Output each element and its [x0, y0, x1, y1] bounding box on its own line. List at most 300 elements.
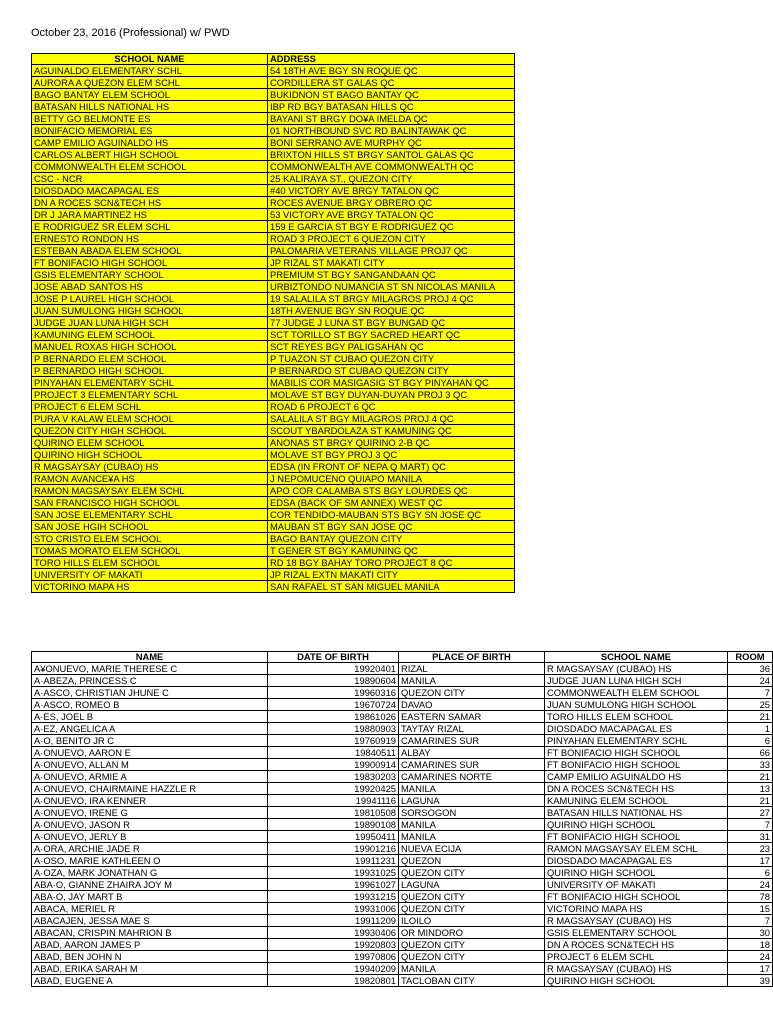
address-cell: SCT REYES BGY PALIGSAHAN QC [268, 341, 515, 353]
table-row [32, 65, 515, 77]
name-cell: A·ABEZA, PRINCESS C [32, 675, 268, 687]
room-cell: 1 [728, 723, 773, 735]
school-name-cell: GSIS ELEMENTARY SCHOOL [545, 927, 728, 939]
table-row [32, 149, 515, 161]
name-cell: A·ONUEVO, ARMIE A [32, 771, 268, 783]
school-name-cell: DR J JARA MARTINEZ HS [32, 209, 268, 221]
name-cell: ABA·O, GIANNE ZHAIRA JOY M [32, 879, 268, 891]
table-row [32, 413, 515, 425]
table-row [32, 137, 515, 149]
school-name-cell: R MAGSAYSAY (CUBAO) HS [32, 461, 268, 473]
school-name-cell: ESTEBAN ABADA ELEM SCHOOL [32, 245, 268, 257]
room-cell: 66 [728, 747, 773, 759]
address-cell: SCT TORILLO ST BGY SACRED HEART QC [268, 329, 515, 341]
name-cell: A·ORA, ARCHIE JADE R [32, 843, 268, 855]
school-name-cell: P BERNARDO ELEM SCHOOL [32, 353, 268, 365]
address-cell: CORDILLERA ST GALAS QC [268, 77, 515, 89]
school-name-cell: GSIS ELEMENTARY SCHOOL [32, 269, 268, 281]
school-name-cell: JUAN SUMULONG HIGH SCHOOL [545, 699, 728, 711]
place-of-birth-cell: LAGUNA [399, 879, 545, 891]
place-of-birth-cell: QUEZON CITY [399, 891, 545, 903]
column-header-school-name: SCHOOL NAME [545, 652, 728, 663]
school-name-cell: R MAGSAYSAY (CUBAO) HS [545, 915, 728, 927]
place-of-birth-cell: OR MINDORO [399, 927, 545, 939]
place-of-birth-cell: QUEZON CITY [399, 867, 545, 879]
room-cell: 21 [728, 795, 773, 807]
date-of-birth-cell: 19861026 [268, 711, 399, 723]
table-row [32, 723, 773, 735]
table-row [32, 533, 515, 545]
address-cell: URBIZTONDO NUMANCIA ST SN NICOLAS MANILA [268, 281, 515, 293]
school-name-cell: SAN JOSE HGIH SCHOOL [32, 521, 268, 533]
school-name-cell: FT BONIFACIO HIGH SCHOOL [545, 747, 728, 759]
table-row [32, 305, 515, 317]
school-name-cell: FT BONIFACIO HIGH SCHOOL [545, 891, 728, 903]
table-row [32, 747, 773, 759]
address-cell: ANONAS ST BRGY QUIRINO 2-B QC [268, 437, 515, 449]
name-cell: A·ONUEVO, IRA KENNER [32, 795, 268, 807]
school-name-cell: AGUINALDO ELEMENTARY SCHL [32, 65, 268, 77]
address-cell: MOLAVE ST BGY DUYAN-DUYAN PROJ 3 QC [268, 389, 515, 401]
date-of-birth-cell: 19920425 [268, 783, 399, 795]
table-row [32, 125, 515, 137]
table-row [32, 521, 515, 533]
address-cell: PALOMARIA VETERANS VILLAGE PROJ7 QC [268, 245, 515, 257]
date-of-birth-cell: 19911209 [268, 915, 399, 927]
room-cell: 6 [728, 867, 773, 879]
table-row [32, 101, 515, 113]
column-header-name: NAME [32, 652, 268, 663]
table-row [32, 461, 515, 473]
school-name-cell: P BERNARDO HIGH SCHOOL [32, 365, 268, 377]
address-cell: BRIXTON HILLS ST BRGY SANTOL GALAS QC [268, 149, 515, 161]
date-of-birth-cell: 19931025 [268, 867, 399, 879]
school-name-cell: SAN JOSE ELEMENTARY SCHL [32, 509, 268, 521]
address-cell: PREMIUM ST BGY SANGANDAAN QC [268, 269, 515, 281]
address-cell: J NEPOMUCENO QUIAPO MANILA [268, 473, 515, 485]
school-name-cell: PINYAHAN ELEMENTARY SCHL [32, 377, 268, 389]
table-header-row [32, 54, 515, 65]
school-name-cell: VICTORINO MAPA HS [545, 903, 728, 915]
school-name-cell: RAMON MAGSAYSAY ELEM SCHL [32, 485, 268, 497]
school-name-cell: BATASAN HILLS NATIONAL HS [545, 807, 728, 819]
place-of-birth-cell: TACLOBAN CITY [399, 975, 545, 987]
table-row [32, 401, 515, 413]
room-cell: 17 [728, 963, 773, 975]
table-row [32, 891, 773, 903]
address-cell: 77 JUDGE J LUNA ST BGY BUNGAD QC [268, 317, 515, 329]
table-row [32, 915, 773, 927]
table-row [32, 341, 515, 353]
place-of-birth-cell: MANILA [399, 675, 545, 687]
school-name-cell: E RODRIGUEZ SR ELEM SCHL [32, 221, 268, 233]
table-row [32, 569, 515, 581]
room-cell: 30 [728, 927, 773, 939]
name-cell: ABACAN, CRISPIN MAHRION B [32, 927, 268, 939]
date-of-birth-cell: 19940209 [268, 963, 399, 975]
room-cell: 39 [728, 975, 773, 987]
table-row [32, 545, 515, 557]
name-cell: ABAD, BEN JOHN N [32, 951, 268, 963]
column-header-date-of-birth: DATE OF BIRTH [268, 652, 399, 663]
school-name-cell: FT BONIFACIO HIGH SCHOOL [32, 257, 268, 269]
date-of-birth-cell: 19960316 [268, 687, 399, 699]
table-row [32, 975, 773, 987]
name-cell: ABACA, MERIEL R [32, 903, 268, 915]
table-row [32, 759, 773, 771]
name-cell: A·O, BENITO JR C [32, 735, 268, 747]
name-cell: ABAD, ERIKA SARAH M [32, 963, 268, 975]
school-name-cell: BAGO BANTAY ELEM SCHOOL [32, 89, 268, 101]
table-row [32, 771, 773, 783]
date-of-birth-cell: 19901216 [268, 843, 399, 855]
table-row [32, 663, 773, 675]
table-row [32, 425, 515, 437]
school-name-cell: FT BONIFACIO HIGH SCHOOL [545, 759, 728, 771]
table-row [32, 807, 773, 819]
school-name-cell: PINYAHAN ELEMENTARY SCHL [545, 735, 728, 747]
place-of-birth-cell: TAYTAY RIZAL [399, 723, 545, 735]
date-of-birth-cell: 19931215 [268, 891, 399, 903]
address-cell: MAUBAN ST BGY SAN JOSE QC [268, 521, 515, 533]
name-cell: ABAD, EUGENE A [32, 975, 268, 987]
table-row [32, 113, 515, 125]
place-of-birth-cell: ILOILO [399, 915, 545, 927]
table-row [32, 281, 515, 293]
address-cell: ROAD 6 PROJECT 6 QC [268, 401, 515, 413]
room-cell: 7 [728, 687, 773, 699]
school-name-cell: KAMUNING ELEM SCHOOL [32, 329, 268, 341]
school-name-cell: JOSE ABAD SANTOS HS [32, 281, 268, 293]
school-name-cell: BONIFACIO MEMORIAL ES [32, 125, 268, 137]
school-name-cell: QUIRINO HIGH SCHOOL [32, 449, 268, 461]
school-name-cell: CAMP EMILIO AGUINALDO HS [545, 771, 728, 783]
table-row [32, 221, 515, 233]
place-of-birth-cell: QUEZON [399, 855, 545, 867]
room-cell: 23 [728, 843, 773, 855]
address-cell: BAGO BANTAY QUEZON CITY [268, 533, 515, 545]
place-of-birth-cell: CAMARINES SUR [399, 735, 545, 747]
school-name-cell: DN A ROCES SCN&TECH HS [545, 939, 728, 951]
address-cell: 159 E GARCIA ST BGY E RODRIGUEZ QC [268, 221, 515, 233]
address-cell: COMMONWEALTH AVE COMMONWEALTH QC [268, 161, 515, 173]
date-of-birth-cell: 19880903 [268, 723, 399, 735]
date-of-birth-cell: 19760919 [268, 735, 399, 747]
address-cell: MOLAVE ST BGY PROJ 3 QC [268, 449, 515, 461]
room-cell: 36 [728, 663, 773, 675]
date-of-birth-cell: 19941116 [268, 795, 399, 807]
school-name-cell: CARLOS ALBERT HIGH SCHOOL [32, 149, 268, 161]
school-name-cell: VICTORINO MAPA HS [32, 581, 268, 593]
school-name-cell: R MAGSAYSAY (CUBAO) HS [545, 963, 728, 975]
place-of-birth-cell: QUEZON CITY [399, 687, 545, 699]
table-row [32, 473, 515, 485]
table-row [32, 497, 515, 509]
school-name-cell: BETTY GO BELMONTE ES [32, 113, 268, 125]
name-cell: A·ONUEVO, AARON E [32, 747, 268, 759]
name-cell: A·OZA, MARK JONATHAN G [32, 867, 268, 879]
date-of-birth-cell: 19890108 [268, 819, 399, 831]
name-cell: A·OSO, MARIE KATHLEEN O [32, 855, 268, 867]
table-row [32, 269, 515, 281]
school-name-cell: RAMON MAGSAYSAY ELEM SCHL [545, 843, 728, 855]
school-name-cell: DN A ROCES SCN&TECH HS [32, 197, 268, 209]
address-cell: EDSA (IN FRONT OF NEPA Q MART) QC [268, 461, 515, 473]
name-cell: ABAD, AARON JAMES P [32, 939, 268, 951]
address-cell: P TUAZON ST CUBAO QUEZON CITY [268, 353, 515, 365]
table-row [32, 831, 773, 843]
room-cell: 21 [728, 771, 773, 783]
table-row [32, 795, 773, 807]
place-of-birth-cell: LAGUNA [399, 795, 545, 807]
address-cell: ROAD 3 PROJECT 6 QUEZON CITY [268, 233, 515, 245]
school-name-cell: QUIRINO HIGH SCHOOL [545, 975, 728, 987]
table-row [32, 855, 773, 867]
address-cell: #40 VICTORY AVE BRGY TATALON QC [268, 185, 515, 197]
column-header-place-of-birth: PLACE OF BIRTH [399, 652, 545, 663]
date-of-birth-cell: 19830203 [268, 771, 399, 783]
place-of-birth-cell: RIZAL [399, 663, 545, 675]
school-name-cell: DIOSDADO MACAPAGAL ES [32, 185, 268, 197]
school-name-cell: PROJECT 6 ELEM SCHL [32, 401, 268, 413]
table-row [32, 879, 773, 891]
place-of-birth-cell: CAMARINES NORTE [399, 771, 545, 783]
table-row [32, 903, 773, 915]
room-cell: 15 [728, 903, 773, 915]
school-name-cell: DN A ROCES SCN&TECH HS [545, 783, 728, 795]
room-cell: 24 [728, 879, 773, 891]
place-of-birth-cell: MANILA [399, 963, 545, 975]
column-header-address: ADDRESS [268, 54, 515, 65]
name-cell: ABA·O, JAY MART B [32, 891, 268, 903]
school-name-cell: DIOSDADO MACAPAGAL ES [545, 855, 728, 867]
name-cell: A¥ONUEVO, MARIE THERESE C [32, 663, 268, 675]
room-cell: 18 [728, 939, 773, 951]
school-name-cell: COMMONWEALTH ELEM SCHOOL [545, 687, 728, 699]
table-row [32, 353, 515, 365]
room-cell: 7 [728, 819, 773, 831]
name-cell: A·EZ, ANGELICA A [32, 723, 268, 735]
table-row [32, 485, 515, 497]
school-name-cell: QUIRINO HIGH SCHOOL [545, 819, 728, 831]
room-cell: 24 [728, 951, 773, 963]
school-name-cell: JUAN SUMULONG HIGH SCHOOL [32, 305, 268, 317]
column-header-room: ROOM [728, 652, 773, 663]
address-cell: BAYANI ST BRGY DO¥A IMELDA QC [268, 113, 515, 125]
place-of-birth-cell: QUEZON CITY [399, 903, 545, 915]
school-name-cell: DIOSDADO MACAPAGAL ES [545, 723, 728, 735]
address-cell: ROCES AVENUE BRGY OBRERO QC [268, 197, 515, 209]
table-row [32, 389, 515, 401]
school-name-cell: CAMP EMILIO AGUINALDO HS [32, 137, 268, 149]
school-name-cell: QUIRINO ELEM SCHOOL [32, 437, 268, 449]
school-name-cell: QUIRINO HIGH SCHOOL [545, 867, 728, 879]
school-name-cell: RAMON AVANCE¥A HS [32, 473, 268, 485]
school-address-table [31, 53, 515, 593]
room-cell: 78 [728, 891, 773, 903]
table-row [32, 581, 515, 593]
table-row [32, 699, 773, 711]
address-cell: SCOUT YBARDOLAZA ST KAMUNING QC [268, 425, 515, 437]
room-cell: 27 [728, 807, 773, 819]
place-of-birth-cell: EASTERN SAMAR [399, 711, 545, 723]
name-cell: A·ONUEVO, IRENE G [32, 807, 268, 819]
room-cell: 6 [728, 735, 773, 747]
date-of-birth-cell: 19840511 [268, 747, 399, 759]
address-cell: BUKIDNON ST BAGO BANTAY QC [268, 89, 515, 101]
school-name-cell: PROJECT 6 ELEM SCHL [545, 951, 728, 963]
date-of-birth-cell: 19810508 [268, 807, 399, 819]
table-row [32, 963, 773, 975]
school-name-cell: SAN FRANCISCO HIGH SCHOOL [32, 497, 268, 509]
table-row [32, 939, 773, 951]
table-row [32, 365, 515, 377]
school-name-cell: STO CRISTO ELEM SCHOOL [32, 533, 268, 545]
date-of-birth-cell: 19820801 [268, 975, 399, 987]
table-row [32, 233, 515, 245]
school-name-cell: PURA V KALAW ELEM SCHOOL [32, 413, 268, 425]
address-cell: 53 VICTORY AVE BRGY TATALON QC [268, 209, 515, 221]
school-name-cell: JOSE P LAUREL HIGH SCHOOL [32, 293, 268, 305]
name-cell: A·ASCO, ROMEO B [32, 699, 268, 711]
date-of-birth-cell: 19920803 [268, 939, 399, 951]
date-of-birth-cell: 19890604 [268, 675, 399, 687]
date-of-birth-cell: 19930406 [268, 927, 399, 939]
school-name-cell: TORO HILLS ELEM SCHOOL [545, 711, 728, 723]
school-name-cell: UNIVERSITY OF MAKATI [32, 569, 268, 581]
place-of-birth-cell: MANILA [399, 831, 545, 843]
room-cell: 24 [728, 675, 773, 687]
table-row [32, 687, 773, 699]
address-cell: JP RIZAL ST MAKATI CITY [268, 257, 515, 269]
table-row [32, 161, 515, 173]
address-cell: 01 NORTHBOUND SVC RD BALINTAWAK QC [268, 125, 515, 137]
date-of-birth-cell: 19931006 [268, 903, 399, 915]
address-cell: EDSA (BACK OF SM ANNEX) WEST QC [268, 497, 515, 509]
place-of-birth-cell: SORSOGON [399, 807, 545, 819]
address-cell: 18TH AVENUE BGY SN ROQUE QC [268, 305, 515, 317]
date-of-birth-cell: 19920401 [268, 663, 399, 675]
table-row [32, 711, 773, 723]
table-header-row [32, 652, 773, 663]
name-cell: A·ASCO, CHRISTIAN JHUNE C [32, 687, 268, 699]
place-of-birth-cell: ALBAY [399, 747, 545, 759]
school-name-cell: UNIVERSITY OF MAKATI [545, 879, 728, 891]
table-row [32, 173, 515, 185]
table-row [32, 257, 515, 269]
school-name-cell: CSC - NCR [32, 173, 268, 185]
school-name-cell: FT BONIFACIO HIGH SCHOOL [545, 831, 728, 843]
school-name-cell: ERNESTO RONDON HS [32, 233, 268, 245]
school-name-cell: PROJECT 3 ELEMENTARY SCHL [32, 389, 268, 401]
table-row [32, 927, 773, 939]
address-cell: SAN RAFAEL ST SAN MIGUEL MANILA [268, 581, 515, 593]
table-row [32, 209, 515, 221]
name-cell: ABACAJEN, JESSA MAE S [32, 915, 268, 927]
place-of-birth-cell: MANILA [399, 783, 545, 795]
address-cell: COR TENDIDO-MAUBAN STS BGY SN JOSE QC [268, 509, 515, 521]
school-name-cell: KAMUNING ELEM SCHOOL [545, 795, 728, 807]
table-row [32, 197, 515, 209]
place-of-birth-cell: NUEVA ECIJA [399, 843, 545, 855]
room-cell: 17 [728, 855, 773, 867]
name-cell: A·ES, JOEL B [32, 711, 268, 723]
school-name-cell: AURORA A QUEZON ELEM SCHL [32, 77, 268, 89]
date-of-birth-cell: 19911231 [268, 855, 399, 867]
examinee-table [31, 651, 773, 987]
table-row [32, 293, 515, 305]
address-cell: 54 18TH AVE BGY SN ROQUE QC [268, 65, 515, 77]
table-row [32, 675, 773, 687]
table-row [32, 843, 773, 855]
table-row [32, 509, 515, 521]
place-of-birth-cell: MANILA [399, 819, 545, 831]
room-cell: 21 [728, 711, 773, 723]
page-title: October 23, 2016 (Professional) w/ PWD [31, 27, 230, 39]
table-row [32, 557, 515, 569]
name-cell: A·ONUEVO, CHAIRMAINE HAZZLE R [32, 783, 268, 795]
table-row [32, 185, 515, 197]
school-name-cell: TORO HILLS ELEM SCHOOL [32, 557, 268, 569]
school-name-cell: R MAGSAYSAY (CUBAO) HS [545, 663, 728, 675]
date-of-birth-cell: 19970806 [268, 951, 399, 963]
address-cell: P BERNARDO ST CUBAO QUEZON CITY [268, 365, 515, 377]
table-row [32, 735, 773, 747]
address-cell: APO COR CALAMBA STS BGY LOURDES QC [268, 485, 515, 497]
table-row [32, 951, 773, 963]
table-row [32, 783, 773, 795]
address-cell: BONI SERRANO AVE MURPHY QC [268, 137, 515, 149]
table-row [32, 317, 515, 329]
place-of-birth-cell: DAVAO [399, 699, 545, 711]
table-row [32, 77, 515, 89]
table-row [32, 377, 515, 389]
place-of-birth-cell: CAMARINES SUR [399, 759, 545, 771]
date-of-birth-cell: 19670724 [268, 699, 399, 711]
date-of-birth-cell: 19961027 [268, 879, 399, 891]
address-cell: T GENER ST BGY KAMUNING QC [268, 545, 515, 557]
address-cell: MABILIS COR MASIGASIG ST BGY PINYAHAN QC [268, 377, 515, 389]
address-cell: SALALILA ST BGY MILAGROS PROJ 4 QC [268, 413, 515, 425]
name-cell: A·ONUEVO, JASON R [32, 819, 268, 831]
address-cell: JP RIZAL EXTN MAKATI CITY [268, 569, 515, 581]
table-row [32, 437, 515, 449]
table-row [32, 449, 515, 461]
school-name-cell: MANUEL ROXAS HIGH SCHOOL [32, 341, 268, 353]
table-row [32, 245, 515, 257]
room-cell: 25 [728, 699, 773, 711]
room-cell: 31 [728, 831, 773, 843]
school-name-cell: TOMAS MORATO ELEM SCHOOL [32, 545, 268, 557]
table-row [32, 867, 773, 879]
place-of-birth-cell: QUEZON CITY [399, 939, 545, 951]
school-name-cell: COMMONWEALTH ELEM SCHOOL [32, 161, 268, 173]
room-cell: 33 [728, 759, 773, 771]
date-of-birth-cell: 19900914 [268, 759, 399, 771]
address-cell: 19 SALALILA ST BRGY MILAGROS PROJ 4 QC [268, 293, 515, 305]
address-cell: IBP RD BGY BATASAN HILLS QC [268, 101, 515, 113]
place-of-birth-cell: QUEZON CITY [399, 951, 545, 963]
school-name-cell: JUDGE JUAN LUNA HIGH SCH [545, 675, 728, 687]
school-name-cell: JUDGE JUAN LUNA HIGH SCH [32, 317, 268, 329]
school-name-cell: QUEZON CITY HIGH SCHOOL [32, 425, 268, 437]
room-cell: 13 [728, 783, 773, 795]
address-cell: RD 18 BGY BAHAY TORO PROJECT 8 QC [268, 557, 515, 569]
table-row [32, 819, 773, 831]
table-row [32, 329, 515, 341]
date-of-birth-cell: 19950411 [268, 831, 399, 843]
address-cell: 25 KALIRAYA ST., QUEZON CITY [268, 173, 515, 185]
